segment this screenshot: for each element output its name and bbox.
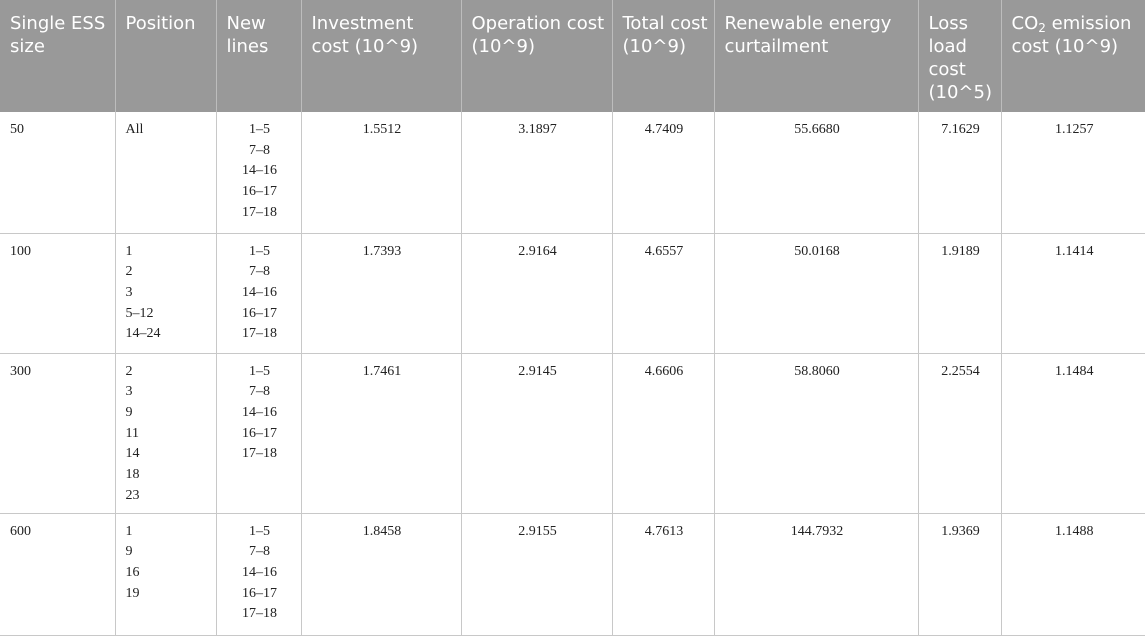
cell-total-cost: 4.7613 xyxy=(612,513,714,635)
cell-ess-size: 50 xyxy=(0,112,115,233)
header-position: Position xyxy=(115,0,216,112)
cell-loss-load-cost: 1.9189 xyxy=(918,233,1001,353)
cell-new-lines-item: 14–16 xyxy=(242,163,277,179)
cell-new-lines xyxy=(216,112,301,233)
header-co2-emission-cost xyxy=(1001,0,1145,112)
cell-new-lines-item: 1–5 xyxy=(249,523,270,539)
header-renewable-curtailment: Renewable energy curtailment xyxy=(714,0,918,112)
table-row xyxy=(0,353,1145,513)
table-row xyxy=(0,112,1145,233)
cell-position xyxy=(115,353,216,513)
cell-position-item: 14 xyxy=(125,446,140,462)
cell-position-item: 16 xyxy=(125,564,140,580)
cell-total-cost: 4.6606 xyxy=(612,353,714,513)
cell-operation-cost: 2.9155 xyxy=(461,513,612,635)
cell-new-lines-item: 7–8 xyxy=(249,142,270,158)
co2-subscript: 2 xyxy=(1038,21,1046,35)
cell-renewable-curtailment: 50.0168 xyxy=(714,233,918,353)
cell-renewable-curtailment: 55.6680 xyxy=(714,112,918,233)
cell-position-item: 3 xyxy=(125,384,133,400)
header-new-lines: New lines xyxy=(216,0,301,112)
cell-investment-cost: 1.7393 xyxy=(301,233,461,353)
table-body xyxy=(0,112,1145,635)
cell-new-lines-item: 16–17 xyxy=(242,184,277,200)
cell-position-item: 19 xyxy=(125,585,140,601)
cell-new-lines-item: 7–8 xyxy=(249,384,270,400)
cell-new-lines-item: 14–16 xyxy=(242,404,277,420)
cell-position xyxy=(115,112,216,233)
cell-investment-cost: 1.8458 xyxy=(301,513,461,635)
cell-new-lines-item: 17–18 xyxy=(242,446,277,462)
cell-new-lines-item: 14–16 xyxy=(242,284,277,300)
cell-new-lines-item: 17–18 xyxy=(242,326,277,342)
cell-new-lines xyxy=(216,233,301,353)
cell-investment-cost: 1.5512 xyxy=(301,112,461,233)
cell-position-item: 14–24 xyxy=(125,326,161,342)
cell-position-item: 3 xyxy=(125,284,133,300)
table-row xyxy=(0,233,1145,353)
cell-position-item: 1 xyxy=(125,243,133,259)
cell-renewable-curtailment: 58.8060 xyxy=(714,353,918,513)
cell-total-cost: 4.6557 xyxy=(612,233,714,353)
cell-operation-cost: 2.9164 xyxy=(461,233,612,353)
header-investment-cost: Investment cost (10^9) xyxy=(301,0,461,112)
cell-position-item: 2 xyxy=(125,363,133,379)
cell-new-lines-item: 7–8 xyxy=(249,264,270,280)
cell-co2-emission-cost: 1.1484 xyxy=(1001,353,1145,513)
cell-new-lines-item: 16–17 xyxy=(242,585,277,601)
cell-co2-emission-cost: 1.1414 xyxy=(1001,233,1145,353)
cell-new-lines-item: 1–5 xyxy=(249,363,270,379)
cell-new-lines-item: 17–18 xyxy=(242,204,277,220)
cell-position-item: 11 xyxy=(125,425,139,441)
cell-position-item: 5–12 xyxy=(125,305,154,321)
table-row xyxy=(0,513,1145,635)
cell-new-lines-item: 1–5 xyxy=(249,243,270,259)
cell-loss-load-cost: 7.1629 xyxy=(918,112,1001,233)
cell-position-item: 9 xyxy=(125,544,133,560)
cell-new-lines-item: 16–17 xyxy=(242,305,277,321)
cell-position-item: All xyxy=(125,122,144,137)
cell-ess-size: 600 xyxy=(0,513,115,635)
cell-position xyxy=(115,513,216,635)
cell-new-lines xyxy=(216,353,301,513)
cell-position-item: 2 xyxy=(125,264,133,280)
cell-new-lines xyxy=(216,513,301,635)
header-operation-cost: Operation cost (10^9) xyxy=(461,0,612,112)
header-single-ess-size: Single ESS size xyxy=(0,0,115,112)
cell-position-item: 18 xyxy=(125,467,140,483)
cell-operation-cost: 3.1897 xyxy=(461,112,612,233)
cell-co2-emission-cost: 1.1488 xyxy=(1001,513,1145,635)
cell-position xyxy=(115,233,216,353)
cell-investment-cost: 1.7461 xyxy=(301,353,461,513)
co2-suffix: emission cost (10^9) xyxy=(1011,13,1132,57)
cell-renewable-curtailment: 144.7932 xyxy=(714,513,918,635)
cell-position-item: 23 xyxy=(125,487,140,503)
cell-loss-load-cost: 1.9369 xyxy=(918,513,1001,635)
header-loss-load-cost: Loss load cost (10^5) xyxy=(918,0,1001,112)
cell-co2-emission-cost: 1.1257 xyxy=(1001,112,1145,233)
header-total-cost: Total cost (10^9) xyxy=(612,0,714,112)
cell-position-item: 9 xyxy=(125,404,133,420)
cell-new-lines-item: 17–18 xyxy=(242,606,277,622)
header-row xyxy=(0,0,1145,112)
cell-total-cost: 4.7409 xyxy=(612,112,714,233)
co2-prefix: CO xyxy=(1011,13,1039,34)
cell-new-lines-item: 1–5 xyxy=(249,122,270,137)
cell-ess-size: 100 xyxy=(0,233,115,353)
cell-position-item: 1 xyxy=(125,523,133,539)
cell-new-lines-item: 14–16 xyxy=(242,564,277,580)
cell-operation-cost: 2.9145 xyxy=(461,353,612,513)
cell-ess-size: 300 xyxy=(0,353,115,513)
cell-new-lines-item: 16–17 xyxy=(242,425,277,441)
cell-new-lines-item: 7–8 xyxy=(249,544,270,560)
cell-loss-load-cost: 2.2554 xyxy=(918,353,1001,513)
